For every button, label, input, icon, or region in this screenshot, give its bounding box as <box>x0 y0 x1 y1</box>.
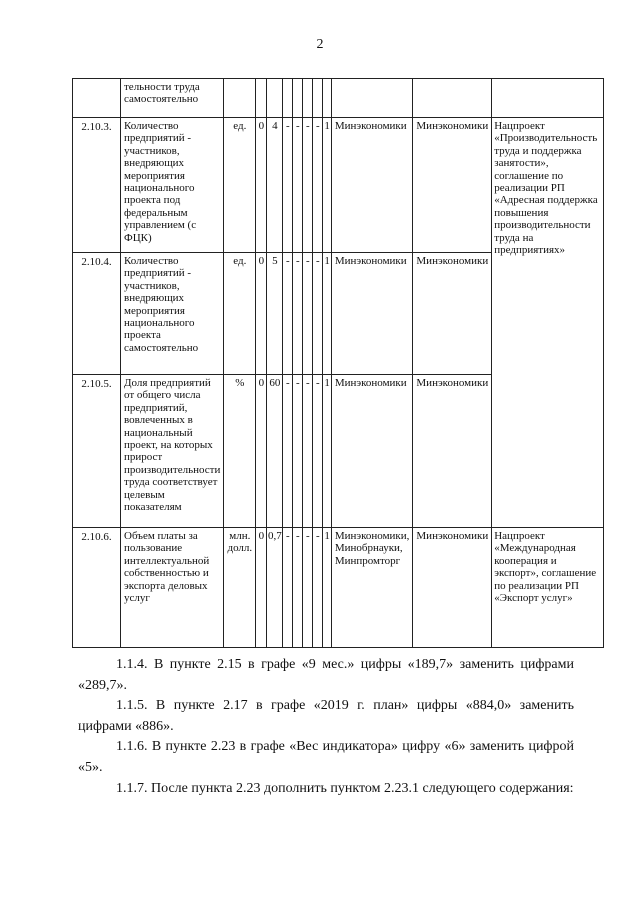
table-row <box>73 79 604 118</box>
dash-cell: - <box>313 118 323 253</box>
responsible-cell: Минэкономики, Минобрнауки, Минпромторг <box>331 528 413 648</box>
value-cell: 0,7 <box>267 528 283 648</box>
dash-cell: - <box>303 253 313 375</box>
dash-cell: - <box>313 253 323 375</box>
row-number: 2.10.6. <box>73 528 121 648</box>
responsible-cell: Минэкономики <box>331 375 413 528</box>
dash-cell: - <box>313 375 323 528</box>
value-cell: 1 <box>323 375 332 528</box>
source-cell: Минэкономики <box>413 375 492 528</box>
value-cell: 0 <box>256 253 267 375</box>
indicator-name: Доля предприятий от общего числа предприятий, вовлеченных в национальный проект, на которых прирост производительности труда соответствует целевым показателям <box>121 375 224 528</box>
dash-cell: - <box>283 375 293 528</box>
indicator-name: тельности труда самостоятельно <box>121 79 224 118</box>
value-cell: 1 <box>323 253 332 375</box>
value-cell: 60 <box>267 375 283 528</box>
dash-cell: - <box>293 253 303 375</box>
dash-cell: - <box>303 118 313 253</box>
source-cell: Минэкономики <box>413 118 492 253</box>
indicator-name: Объем платы за пользование интеллектуальной собственностью и экспорта деловых услуг <box>121 528 224 648</box>
indicator-name: Количество предприятий - участников, внедряющих мероприятия национального проекта самостоятельно <box>121 253 224 375</box>
value-cell: 1 <box>323 118 332 253</box>
responsible-cell: Минэкономики <box>331 118 413 253</box>
dash-cell: - <box>283 253 293 375</box>
dash-cell: - <box>293 375 303 528</box>
note-cell: Нацпроект «Производительность труда и поддержка занятости», соглашение по реализации РП «Адресная поддержка повышения производительности труда на предприятиях» <box>492 118 604 528</box>
page-number: 2 <box>316 37 324 52</box>
source-cell: Минэкономики <box>413 253 492 375</box>
value-cell: 0 <box>256 375 267 528</box>
unit-cell: % <box>224 375 256 528</box>
unit-cell: ед. <box>224 118 256 253</box>
dash-cell: - <box>283 118 293 253</box>
table-row <box>73 528 604 648</box>
amendment-paragraphs <box>78 655 574 799</box>
row-number: 2.10.5. <box>73 375 121 528</box>
source-cell: Минэкономики <box>413 528 492 648</box>
responsible-cell: Минэкономики <box>331 253 413 375</box>
value-cell: 0 <box>256 528 267 648</box>
value-cell: 1 <box>323 528 332 648</box>
row-number: 2.10.4. <box>73 253 121 375</box>
indicator-name: Количество предприятий - участников, внедряющих мероприятия национального проекта под федеральным управлением (с ФЦК) <box>121 118 224 253</box>
indicators-table <box>72 78 604 648</box>
row-number: 2.10.3. <box>73 118 121 253</box>
unit-cell: ед. <box>224 253 256 375</box>
paragraph: 1.1.7. После пункта 2.23 дополнить пунктом 2.23.1 следующего содержания: <box>116 780 574 796</box>
note-cell: Нацпроект «Международная кооперация и экспорт», соглашение по реализации РП «Экспорт услуг» <box>492 528 604 648</box>
value-cell: 0 <box>256 118 267 253</box>
dash-cell: - <box>293 118 303 253</box>
value-cell: 4 <box>267 118 283 253</box>
paragraph: 1.1.4. В пункте 2.15 в графе «9 мес.» цифры «189,7» заменить цифрами «289,7». <box>78 657 574 693</box>
unit-cell: млн. долл. <box>224 528 256 648</box>
dash-cell: - <box>293 528 303 648</box>
paragraph: 1.1.5. В пункте 2.17 в графе «2019 г. план» цифры «884,0» заменить цифрами «886». <box>78 698 574 734</box>
dash-cell: - <box>303 375 313 528</box>
value-cell: 5 <box>267 253 283 375</box>
dash-cell: - <box>283 528 293 648</box>
table-row <box>73 118 604 253</box>
dash-cell: - <box>313 528 323 648</box>
dash-cell: - <box>303 528 313 648</box>
paragraph: 1.1.6. В пункте 2.23 в графе «Вес индикатора» цифру «6» заменить цифрой «5». <box>78 739 574 775</box>
